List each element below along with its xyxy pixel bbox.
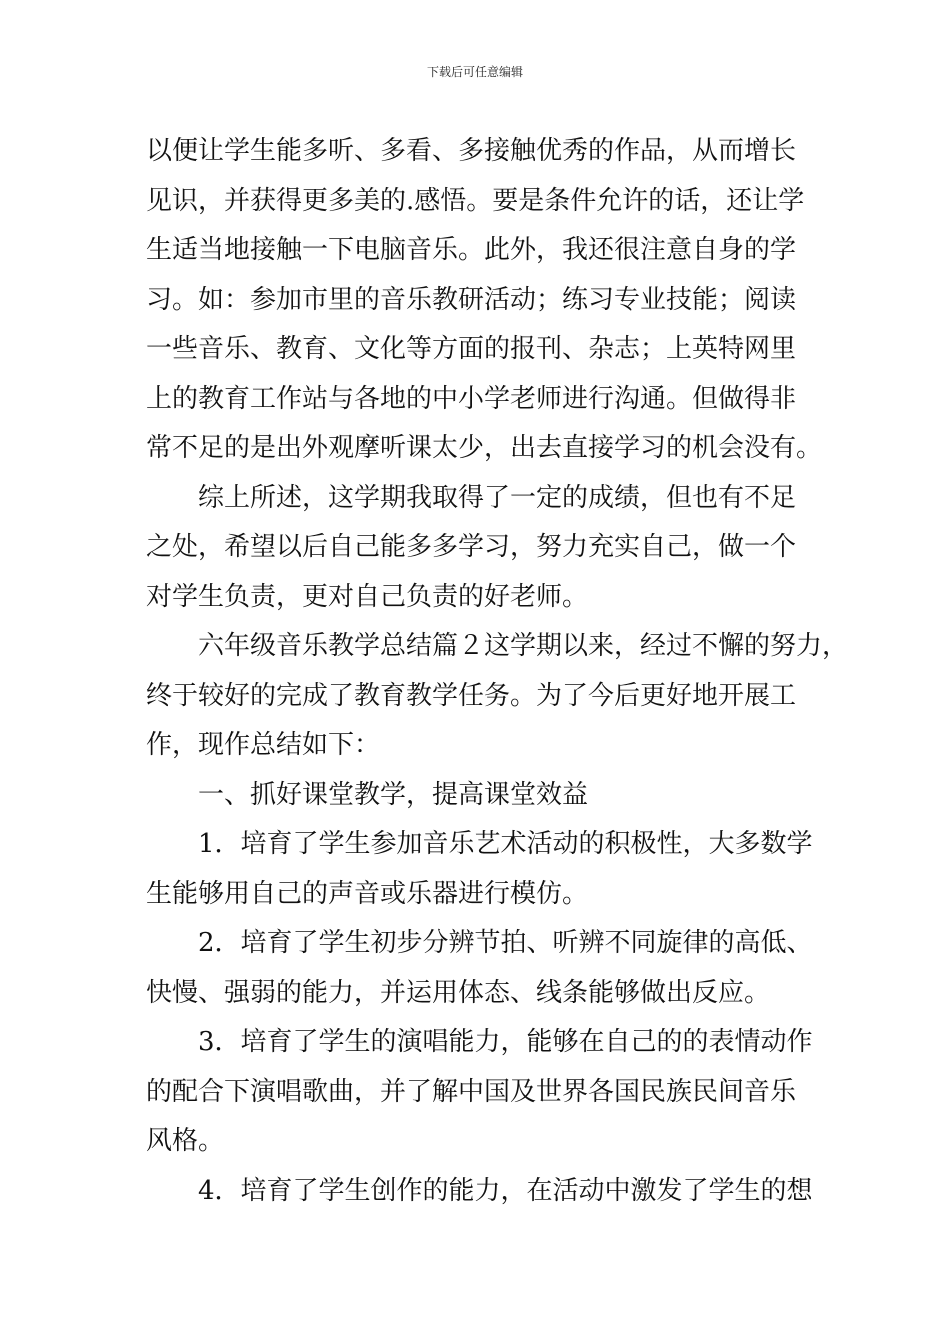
text-line: 上的教育工作站与各地的中小学老师进行沟通。但做得非 bbox=[146, 383, 797, 414]
text-line: 4．培育了学生创作的能力，在活动中激发了学生的想 bbox=[198, 1175, 813, 1206]
text-line: 风格。 bbox=[146, 1126, 225, 1156]
text-line: 六年级音乐教学总结篇２这学期以来，经过不懈的努力， bbox=[198, 631, 849, 661]
text-line: 一、抓好课堂教学，提高课堂效益 bbox=[198, 779, 589, 810]
list-item-1 bbox=[146, 820, 818, 919]
text-line: 作，现作总结如下： bbox=[146, 730, 381, 760]
text-line: 综上所述，这学期我取得了一定的成绩，但也有不足 bbox=[198, 482, 797, 513]
text-line: 2．培育了学生初步分辨节拍、听辨不同旋律的高低、 bbox=[198, 928, 813, 958]
page-header-note: 下载后可任意编辑 bbox=[426, 65, 523, 79]
paragraph-1 bbox=[146, 127, 823, 474]
text-line: 1．培育了学生参加音乐艺术活动的积极性，大多数学 bbox=[198, 829, 813, 859]
list-item-4 bbox=[146, 1167, 818, 1217]
text-line: 习。如：参加市里的音乐教研活动；练习专业技能；阅读 bbox=[146, 284, 797, 315]
text-line: 的配合下演唱歌曲，并了解中国及世界各国民族民间音乐 bbox=[146, 1076, 797, 1107]
text-line: 之处，希望以后自己能多多学习，努力充实自己，做一个 bbox=[146, 532, 797, 562]
text-line: 见识，并获得更多美的.感悟。要是条件允许的话，还让学 bbox=[146, 185, 805, 216]
text-line: 终于较好的完成了教育教学任务。为了今后更好地开展工 bbox=[146, 680, 797, 711]
paragraph-2 bbox=[146, 474, 818, 623]
text-line: 以便让学生能多听、多看、多接触优秀的作品，从而增长 bbox=[146, 136, 797, 166]
text-line: 对学生负责，更对自己负责的好老师。 bbox=[146, 581, 589, 612]
document-body bbox=[146, 127, 849, 1216]
text-line: 快慢、强弱的能力，并运用体态、线条能够做出反应。 bbox=[146, 977, 771, 1008]
list-item-2 bbox=[146, 919, 818, 1018]
list-item-3 bbox=[146, 1018, 818, 1167]
text-line: 常不足的是出外观摩听课太少，出去直接学习的机会没有。 bbox=[146, 433, 823, 463]
text-line: 生适当地接触一下电脑音乐。此外，我还很注意自身的学 bbox=[146, 235, 797, 265]
text-line: 一些音乐、教育、文化等方面的报刊、杂志；上英特网里 bbox=[146, 334, 797, 364]
text-line: 3．培育了学生的演唱能力，能够在自己的的表情动作 bbox=[198, 1027, 813, 1057]
paragraph-3 bbox=[146, 622, 849, 771]
text-line: 生能够用自己的声音或乐器进行模仿。 bbox=[146, 878, 589, 909]
section-heading bbox=[146, 771, 818, 821]
